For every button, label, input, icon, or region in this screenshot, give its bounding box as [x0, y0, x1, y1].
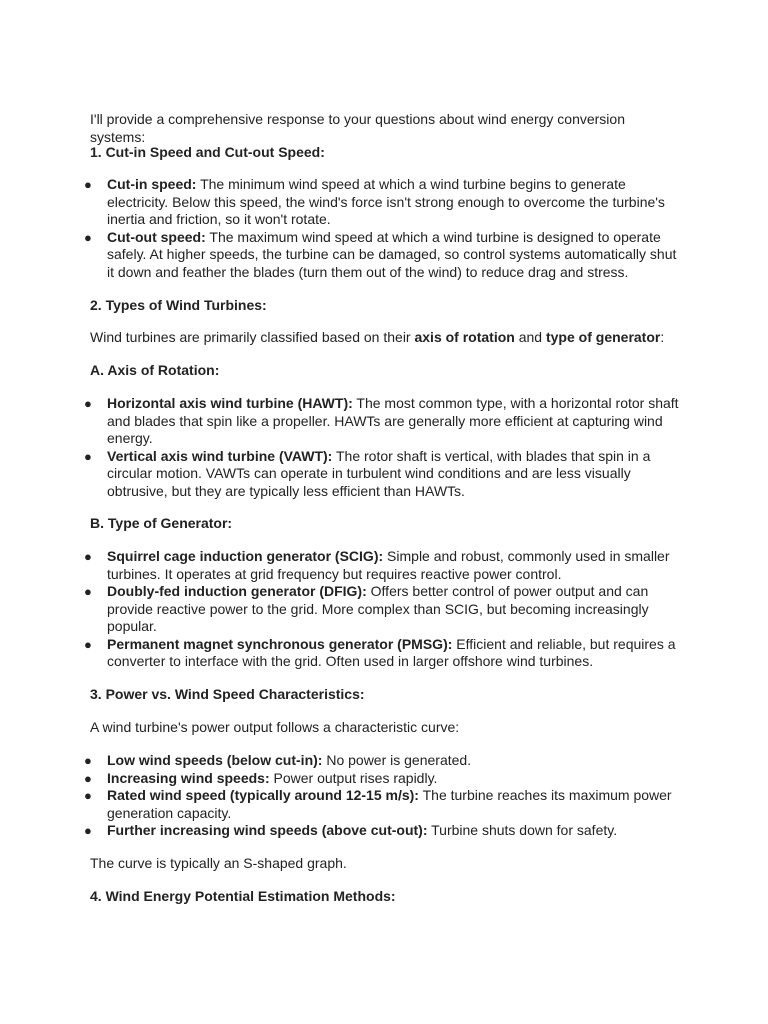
section-4-heading: 4. Wind Energy Potential Estimation Methods:	[90, 888, 396, 904]
bullet-icon: ●	[84, 753, 92, 768]
bullet-term: Vertical axis wind turbine (VAWT):	[107, 447, 333, 464]
bullet-icon: ●	[84, 823, 92, 838]
subsection-a-list	[0, 395, 682, 500]
list-item	[0, 548, 682, 583]
bullet-icon: ●	[84, 229, 92, 245]
list-item	[0, 229, 682, 282]
bullet-text: Turbine shuts down for safety.	[427, 822, 618, 838]
bullet-term: Increasing wind speeds:	[107, 769, 270, 786]
bullet-text: The turbine reaches its maximum power generation capacity.	[107, 787, 672, 821]
section-2-paragraph	[90, 329, 682, 347]
list-item	[0, 636, 682, 671]
bullet-term: Cut-in speed:	[107, 176, 197, 192]
bullet-text: Offers better control of power output and can provide reactive power to the grid. More complex than SCIG, but becoming increasingly popular.	[107, 583, 649, 634]
subsection-b-list	[0, 548, 682, 671]
list-item	[0, 822, 682, 840]
emphasis-generator: type of generator	[545, 329, 661, 345]
list-item	[0, 583, 682, 636]
bullet-term: Further increasing wind speeds (above cut-out):	[107, 822, 428, 838]
section-3-heading: 3. Power vs. Wind Speed Characteristics:	[90, 686, 365, 702]
subsection-a-heading: A. Axis of Rotation:	[90, 362, 220, 378]
section-3-paragraph: A wind turbine's power output follows a characteristic curve:	[90, 719, 460, 735]
bullet-text: The most common type, with a horizontal rotor shaft and blades that spin like a propeller. HAWTs are generally more efficient at capturing wind energy.	[107, 395, 679, 446]
emphasis-axis: axis of rotation	[414, 329, 515, 345]
bullet-icon: ●	[84, 396, 92, 411]
bullet-icon: ●	[84, 177, 92, 192]
list-item	[0, 770, 682, 788]
intro-paragraph: I'll provide a comprehensive response to your questions about wind energy conversion systems:	[90, 111, 625, 145]
bullet-text: Efficient and reliable, but requires a converter to interface with the grid. Often used in larger offshore wind turbines.	[107, 635, 676, 669]
bullet-icon: ●	[84, 788, 92, 803]
list-item	[0, 176, 682, 229]
subsection-b-heading: B. Type of Generator:	[90, 515, 233, 531]
section-2-heading: 2. Types of Wind Turbines:	[90, 297, 267, 313]
bullet-term: Low wind speeds (below cut-in):	[107, 752, 323, 768]
bullet-text: The maximum wind speed at which a wind turbine is designed to operate safely. At higher speeds, the turbine can be damaged, so control systems automatically shut it down and feather the blades (turn them out of the wind) to reduce drag and stress.	[107, 228, 677, 280]
bullet-text: No power is generated.	[322, 752, 472, 768]
section-3-list	[0, 752, 682, 840]
bullet-term: Doubly-fed induction generator (DFIG):	[107, 583, 367, 599]
bullet-text: Power output rises rapidly.	[269, 769, 438, 786]
bullet-term: Squirrel cage induction generator (SCIG):	[107, 548, 384, 564]
bullet-text: The rotor shaft is vertical, with blades that spin in a circular motion. VAWTs can operate in turbulent wind conditions and are less visually obtrusive, but they are typically less efficient than HAWTs.	[107, 447, 651, 499]
paragraph-text: Wind turbines are primarily classified based on their	[90, 329, 415, 345]
list-item	[0, 448, 682, 501]
bullet-icon: ●	[84, 636, 92, 652]
bullet-text: Simple and robust, commonly used in smaller turbines. It operates at grid frequency but requires reactive power control.	[107, 548, 670, 582]
bullet-icon: ●	[84, 770, 92, 786]
bullet-icon: ●	[84, 549, 92, 564]
bullet-icon: ●	[84, 584, 92, 599]
bullet-term: Permanent magnet synchronous generator (PMSG):	[107, 635, 453, 652]
paragraph-text: and	[514, 329, 546, 345]
bullet-text: The minimum wind speed at which a wind turbine begins to generate electricity. Below this speed, the wind's force isn't strong enough to overcome the turbine's inertia and friction, so it won't rotate.	[107, 176, 665, 227]
section-1-list	[0, 176, 682, 281]
section-1-heading: 1. Cut-in Speed and Cut-out Speed:	[90, 144, 325, 160]
bullet-term: Rated wind speed (typically around 12-15 m/s):	[107, 787, 419, 803]
list-item	[0, 395, 682, 448]
bullet-term: Cut-out speed:	[107, 228, 206, 245]
paragraph-text: :	[660, 329, 665, 345]
section-3-closing: The curve is typically an S-shaped graph.	[90, 855, 347, 871]
list-item	[0, 752, 682, 770]
bullet-icon: ●	[84, 448, 92, 464]
list-item	[0, 787, 682, 822]
bullet-term: Horizontal axis wind turbine (HAWT):	[107, 395, 353, 411]
